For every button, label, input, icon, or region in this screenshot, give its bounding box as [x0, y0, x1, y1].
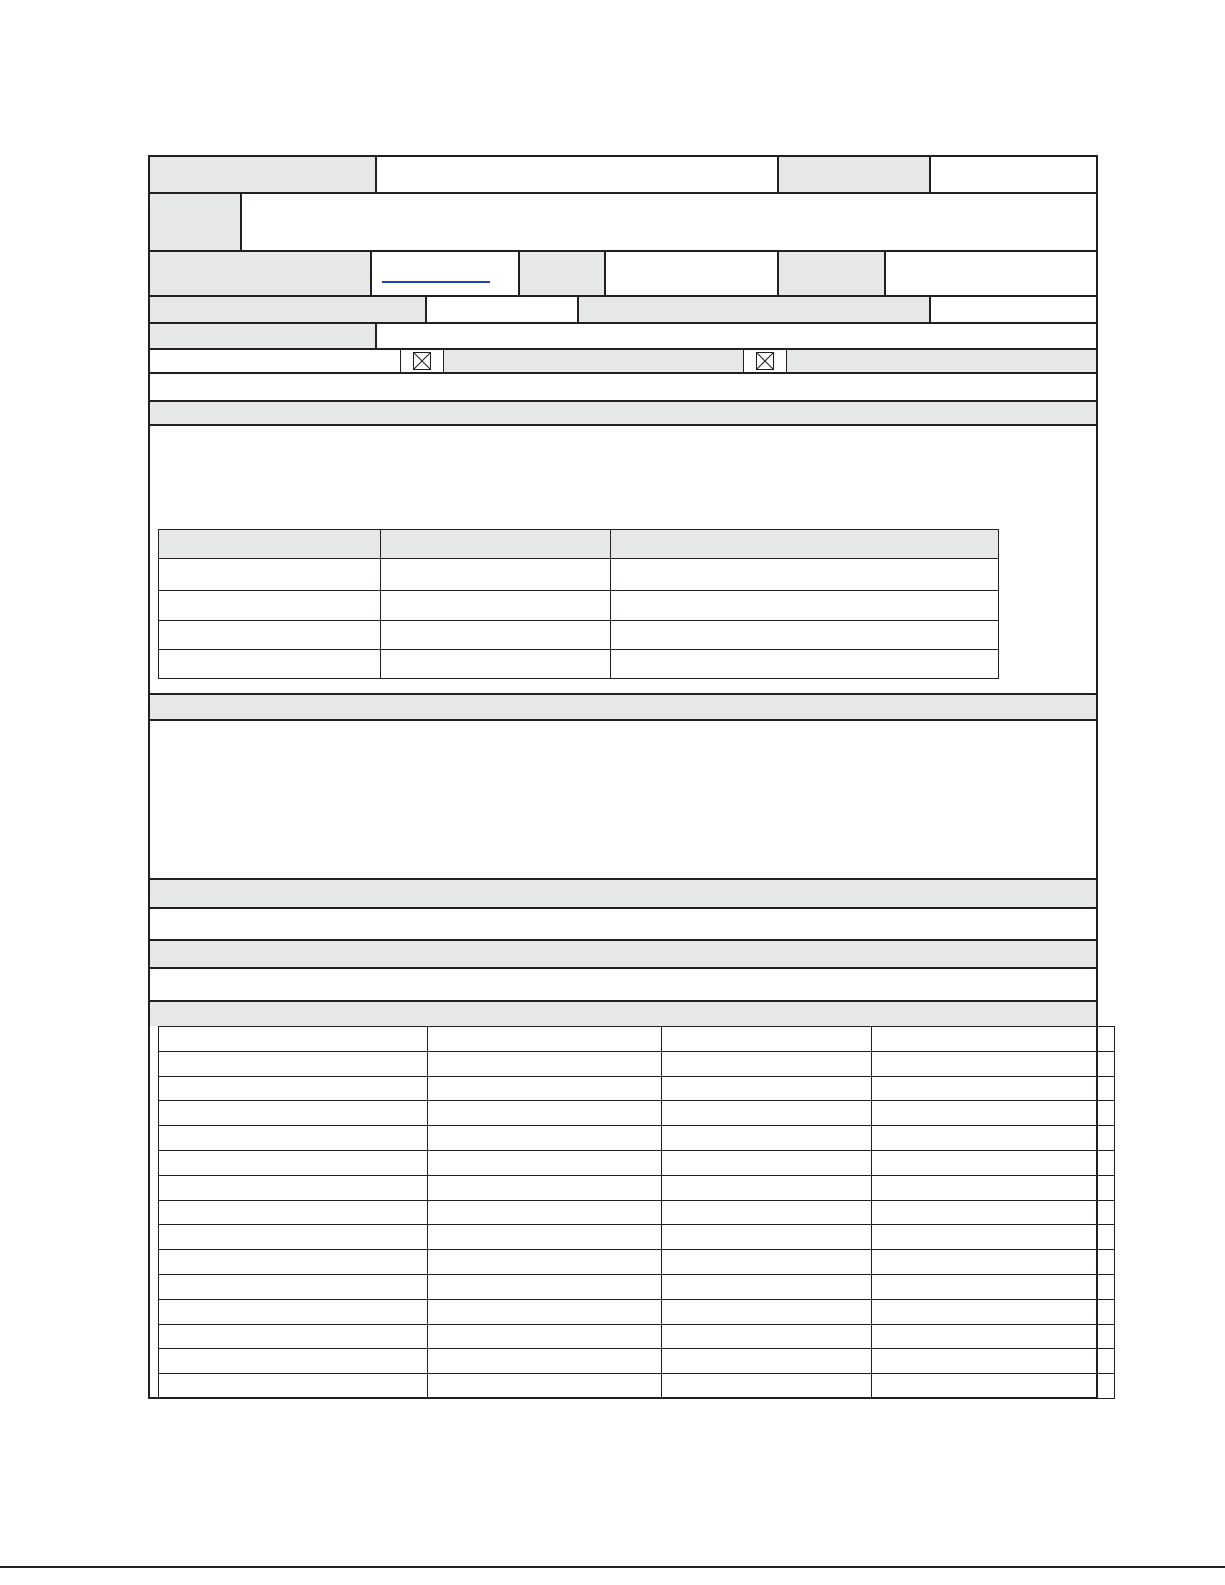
checkbox-x-icon[interactable]	[756, 352, 774, 370]
table-row	[159, 650, 999, 679]
table-cell[interactable]	[381, 591, 611, 621]
table-cell[interactable]	[159, 1027, 428, 1052]
row3-label-c	[779, 252, 884, 295]
table-row	[159, 1299, 1115, 1324]
section1-title	[150, 402, 1096, 424]
table-cell[interactable]	[159, 1150, 428, 1175]
row3-label-b	[520, 252, 604, 295]
table-edge-cell	[1098, 1274, 1115, 1299]
table-cell[interactable]	[662, 1175, 872, 1200]
table-cell[interactable]	[159, 1250, 428, 1275]
table-row	[159, 1175, 1115, 1200]
table-cell[interactable]	[872, 1101, 1098, 1126]
row4-value-a[interactable]	[427, 297, 577, 322]
table-edge-cell	[1098, 1250, 1115, 1275]
section4-body[interactable]	[150, 969, 1096, 1000]
table-edge-cell	[1098, 1175, 1115, 1200]
table-cell[interactable]	[872, 1051, 1098, 1076]
row4-label-a	[150, 297, 425, 322]
table-cell[interactable]	[872, 1200, 1098, 1225]
section4-title	[150, 941, 1096, 967]
table-cell[interactable]	[159, 1076, 428, 1101]
row3-link-cell[interactable]	[372, 252, 518, 295]
row1-value-b[interactable]	[931, 157, 1096, 192]
row2-value[interactable]	[242, 194, 1096, 250]
table-row	[159, 621, 999, 650]
section1-body	[150, 426, 1096, 526]
table-row	[159, 591, 999, 621]
table-cell[interactable]	[428, 1150, 662, 1175]
table-cell[interactable]	[662, 1299, 872, 1324]
table-cell[interactable]	[428, 1374, 662, 1399]
row4-value-b[interactable]	[931, 297, 1096, 322]
table-cell[interactable]	[872, 1175, 1098, 1200]
table-cell[interactable]	[159, 1126, 428, 1151]
section1-table-header	[611, 530, 999, 559]
table-cell[interactable]	[662, 1349, 872, 1374]
table-row	[159, 1274, 1115, 1299]
table-edge-cell	[1098, 1076, 1115, 1101]
row6-checkbox-cell-2[interactable]	[743, 350, 787, 372]
table-cell[interactable]	[611, 559, 999, 591]
table-row	[159, 1027, 1115, 1052]
table-cell[interactable]	[428, 1324, 662, 1349]
row5-value[interactable]	[377, 324, 1096, 348]
section3-body[interactable]	[150, 909, 1096, 939]
table-cell[interactable]	[428, 1027, 662, 1052]
table-cell[interactable]	[159, 1051, 428, 1076]
table-row	[159, 1076, 1115, 1101]
table-cell[interactable]	[159, 1200, 428, 1225]
page-footer-rule	[0, 1566, 1225, 1568]
table-edge-cell	[1098, 1126, 1115, 1151]
table-edge-cell	[1098, 1200, 1115, 1225]
section2-body[interactable]	[150, 721, 1096, 878]
table-row	[159, 1126, 1115, 1151]
section1-table-header	[381, 530, 611, 559]
row1-label-a	[150, 157, 376, 192]
table-row	[159, 1324, 1115, 1349]
table-cell[interactable]	[159, 1225, 428, 1250]
checkbox-x-icon[interactable]	[413, 352, 431, 370]
row3-value-c[interactable]	[886, 252, 1096, 295]
table-cell[interactable]	[381, 559, 611, 591]
table-cell[interactable]	[159, 650, 381, 679]
section1-table-header	[159, 530, 381, 559]
table-cell[interactable]	[428, 1101, 662, 1126]
table-row	[159, 1150, 1115, 1175]
row6-label-a	[150, 350, 400, 372]
table-cell[interactable]	[662, 1324, 872, 1349]
table-cell[interactable]	[662, 1076, 872, 1101]
table-cell[interactable]	[872, 1076, 1098, 1101]
table-cell[interactable]	[428, 1274, 662, 1299]
table-row	[159, 1200, 1115, 1225]
table-edge-cell	[1098, 1150, 1115, 1175]
table-cell[interactable]	[428, 1175, 662, 1200]
row5-label	[150, 324, 375, 348]
table-edge-cell	[1098, 1051, 1115, 1076]
table-cell[interactable]	[428, 1349, 662, 1374]
table-cell[interactable]	[872, 1250, 1098, 1275]
table-row	[159, 1051, 1115, 1076]
row4-label-b	[579, 297, 929, 322]
table-cell[interactable]	[159, 1374, 428, 1399]
table-cell[interactable]	[159, 1349, 428, 1374]
table-cell[interactable]	[872, 1027, 1098, 1052]
table-cell[interactable]	[381, 650, 611, 679]
row2-label	[150, 194, 240, 250]
table-edge-cell	[1098, 1374, 1115, 1399]
table-cell[interactable]	[428, 1126, 662, 1151]
table-cell[interactable]	[428, 1200, 662, 1225]
table-cell[interactable]	[159, 621, 381, 650]
table-edge-cell	[1098, 1324, 1115, 1349]
table-cell[interactable]	[872, 1150, 1098, 1175]
table-cell[interactable]	[872, 1349, 1098, 1374]
table-cell[interactable]	[872, 1324, 1098, 1349]
section3-title	[150, 880, 1096, 907]
table-row	[159, 1349, 1115, 1374]
table-cell[interactable]	[428, 1250, 662, 1275]
section5-table	[158, 1026, 1115, 1399]
table-cell[interactable]	[611, 591, 999, 621]
row1-value-a[interactable]	[377, 157, 777, 192]
table-cell[interactable]	[611, 650, 999, 679]
table-cell[interactable]	[159, 1175, 428, 1200]
table-edge-cell	[1098, 1101, 1115, 1126]
table-row	[159, 1374, 1115, 1399]
table-cell[interactable]	[381, 621, 611, 650]
table-cell[interactable]	[872, 1274, 1098, 1299]
table-cell[interactable]	[872, 1126, 1098, 1151]
row6-checkbox-cell-1[interactable]	[400, 350, 444, 372]
row6-label-b	[444, 350, 743, 372]
row7-text	[150, 374, 1096, 400]
table-cell[interactable]	[872, 1225, 1098, 1250]
table-row	[159, 1250, 1115, 1275]
table-cell[interactable]	[872, 1299, 1098, 1324]
table-cell[interactable]	[159, 1299, 428, 1324]
table-cell[interactable]	[662, 1374, 872, 1399]
table-cell[interactable]	[662, 1027, 872, 1052]
table-cell[interactable]	[428, 1225, 662, 1250]
section2-title	[150, 695, 1096, 719]
row3-label-a	[150, 252, 370, 295]
table-edge-cell	[1098, 1349, 1115, 1374]
table-cell[interactable]	[662, 1250, 872, 1275]
table-cell[interactable]	[159, 1324, 428, 1349]
table-cell[interactable]	[428, 1076, 662, 1101]
table-cell[interactable]	[662, 1200, 872, 1225]
section5-title	[150, 1002, 1096, 1026]
table-cell[interactable]	[662, 1150, 872, 1175]
table-cell[interactable]	[159, 559, 381, 591]
table-edge-cell	[1098, 1027, 1115, 1052]
table-cell[interactable]	[428, 1299, 662, 1324]
table-cell[interactable]	[662, 1274, 872, 1299]
table-cell[interactable]	[872, 1374, 1098, 1399]
table-cell[interactable]	[662, 1126, 872, 1151]
table-cell[interactable]	[662, 1051, 872, 1076]
table-cell[interactable]	[428, 1051, 662, 1076]
row6-label-c	[787, 350, 1096, 372]
table-row	[159, 559, 999, 591]
table-row	[159, 1101, 1115, 1126]
table-cell[interactable]	[662, 1225, 872, 1250]
table-edge-cell	[1098, 1225, 1115, 1250]
row1-label-b	[779, 157, 929, 192]
table-cell[interactable]	[159, 1274, 428, 1299]
table-cell[interactable]	[611, 621, 999, 650]
section1-table	[158, 529, 999, 679]
table-cell[interactable]	[159, 1101, 428, 1126]
table-edge-cell	[1098, 1299, 1115, 1324]
table-cell[interactable]	[159, 591, 381, 621]
row3-value-b[interactable]	[606, 252, 777, 295]
table-row	[159, 1225, 1115, 1250]
row3-link-underline	[382, 281, 490, 283]
table-cell[interactable]	[662, 1101, 872, 1126]
